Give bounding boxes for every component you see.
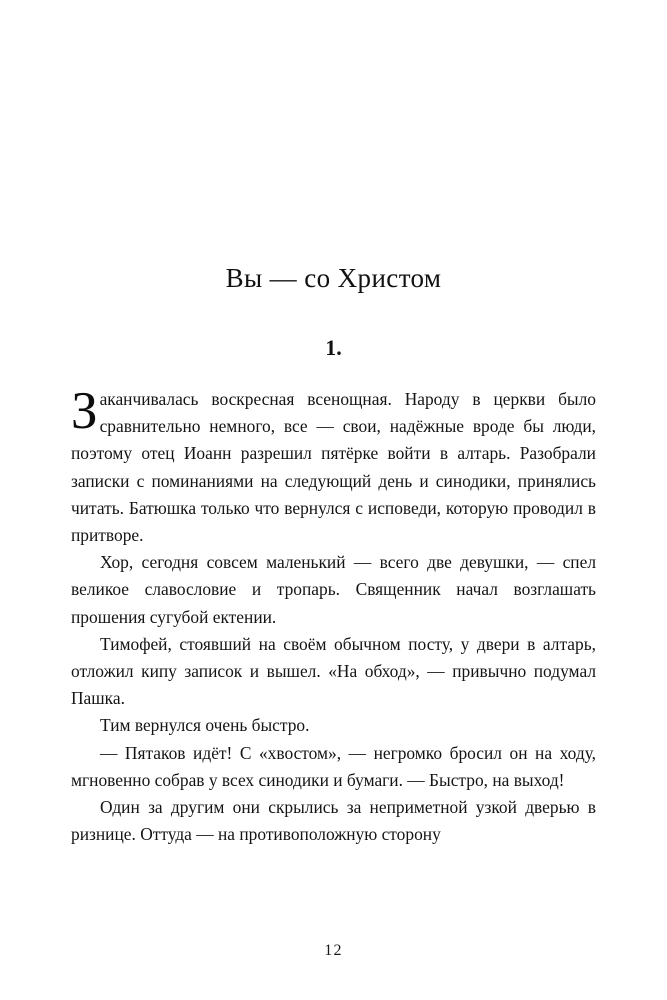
paragraph-text: аканчивалась воскресная всенощная. Народу в церкви было сравнительно немного, все — свои, надёжные вроде бы люди, поэтому отец Иоанн разрешил пятёрке войти в алтарь. Разобрали записки с поминаниями на следующий день и синодики, принялись читать. Батюшка только что вернулся с исповеди, которую проводил в притворе.: [71, 389, 596, 546]
chapter-title: Вы — со Христом: [225, 263, 442, 294]
paragraph: Тимофей, стоявший на своём обычном посту, у двери в алтарь, отложил кипу записок и вышел. «На обход», — привычно подумал Пашка.: [71, 633, 596, 709]
paragraph: Хор, сегодня совсем маленький — всего две девушки, — спел великое славословие и тропарь. Священник начал возглашать прошения сугубой ектении.: [71, 552, 596, 627]
section-number: 1.: [325, 335, 342, 360]
paragraph: Тим вернулся очень быстро.: [100, 715, 310, 736]
paragraph: Один за другим они скрылись за неприметной узкой дверью в ризнице. Оттуда — на противоположную сторону: [71, 797, 596, 845]
drop-cap: З: [71, 382, 98, 440]
paragraph-dialogue: — Пятаков идёт! С «хвостом», — негромко бросил он на ходу, мгновенно собрав у всех синодики и бумаги. — Быстро, на выход!: [71, 742, 596, 790]
paragraph: [71, 382, 596, 549]
body-text-column: [71, 382, 596, 848]
page-number: 12: [324, 942, 343, 959]
